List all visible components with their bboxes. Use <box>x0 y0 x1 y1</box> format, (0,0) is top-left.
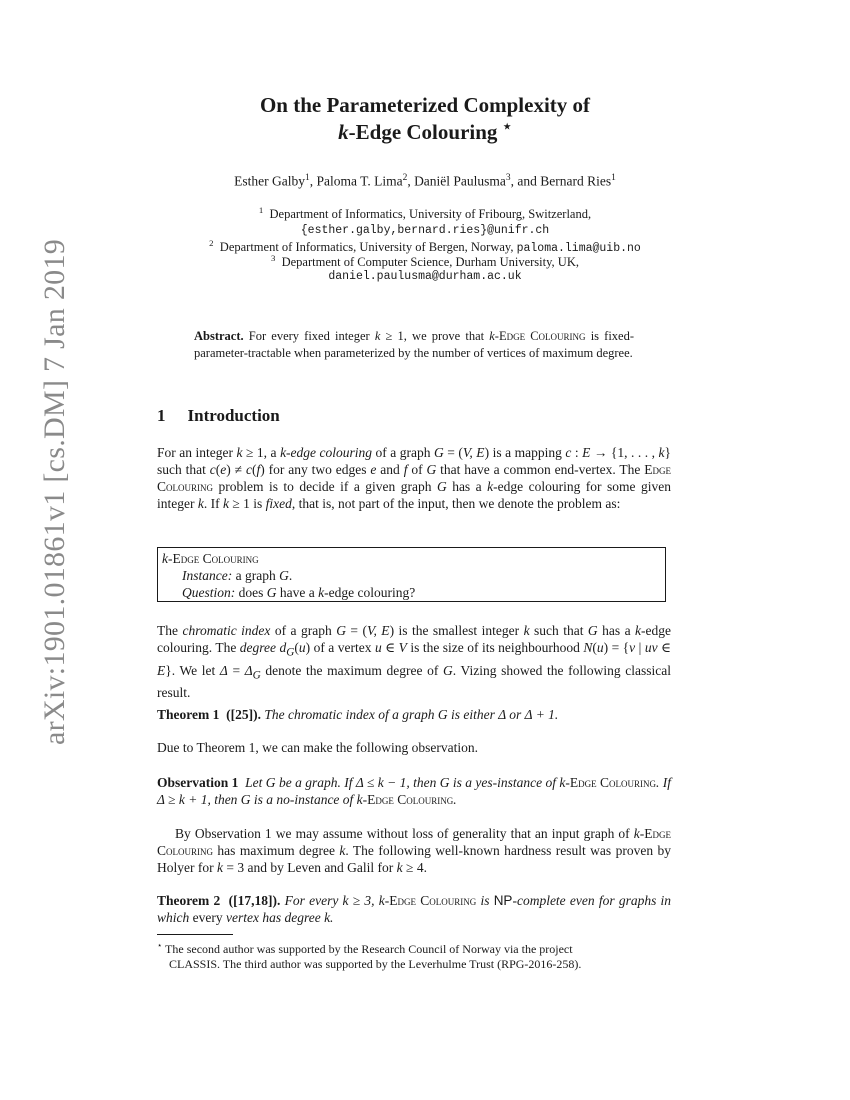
problem-instance: Instance: a graph G. <box>182 568 293 583</box>
chromatic-index-paragraph: The chromatic index of a graph G = (V, E) is the smallest integer k such that G has a k-edge colouring. The degree $d_G(u)$ of a vertex u ∈ V is the size of its neighbourhood N(u) = {v | uv ∈ E}. We let $\Delta = \Delta_G$ denote the maximum degree of G. Vizing showed the following classical result. <box>157 623 672 701</box>
author: Daniël Paulusma <box>414 173 506 189</box>
paper-title-line-2: k-Edge Colouring ⋆ <box>338 119 512 144</box>
affiliation-1: $^1$ Department of Informatics, University of Fribourg, Switzerland, <box>258 205 592 222</box>
footnote-rule <box>157 934 233 935</box>
affiliation-1-email[interactable]: {esther.galby,bernard.ries}@unifr.ch <box>300 224 550 237</box>
affiliation-3: $^3$ Department of Computer Science, Durham University, UK, <box>270 253 579 270</box>
affiliation-2: $^2$ Department of Informatics, University of Bergen, Norway, paloma.lima@uib.no <box>209 238 641 256</box>
author: Paloma T. Lima <box>316 173 403 189</box>
section-heading: 1 Introduction <box>157 406 280 425</box>
affiliation-3-email[interactable]: daniel.paulusma@durham.ac.uk <box>328 270 522 283</box>
arxiv-identifier[interactable]: arXiv:1901.01861v1 [cs.DM] 7 Jan 2019 <box>38 238 71 745</box>
author: Bernard Ries <box>540 173 612 189</box>
affiliation-2-email: paloma.lima@uib.no <box>516 242 641 256</box>
problem-name: k-Edge Colouring <box>162 551 259 566</box>
hardness-paragraph: By Observation 1 we may assume without loss of generality that an input graph of k-Edge Colouring has maximum degree k. The following well-known hardness result was proven by Holyer for k = 3 and by Leven and Galil for k ≥ 4. <box>157 826 671 875</box>
theorem-2: Theorem 2 ([17,18]). For every k ≥ 3, k-Edge Colouring is NP-complete even for graphs in which every vertex has degree k. <box>157 893 672 925</box>
theorem-1: Theorem 1 ([25]). The chromatic index of a graph G is either Δ or Δ + 1. <box>157 707 559 722</box>
citation-link: ([25]). <box>226 707 261 722</box>
citation-link: ([17,18]). <box>228 893 281 908</box>
paper-title-line-1: On the Parameterized Complexity of <box>259 93 591 117</box>
problem-definition-box <box>157 547 666 602</box>
abstract: Abstract. For every fixed integer k ≥ 1, we prove that k-Edge Colouring is fixed-parameter-tractable when parameterized by the number of vertices of maximum degree. <box>194 329 635 360</box>
author: Esther Galby <box>234 173 306 189</box>
title-footnote-mark[interactable]: ⋆ <box>502 119 512 135</box>
observation-lead-in: Due to Theorem 1, we can make the following observation. <box>157 740 479 755</box>
intro-paragraph: For an integer k ≥ 1, a k-edge colouring of a graph G = (V, E) is a mapping c : E → {1, . . . , k} such that c(e) ≠ c(f) for any two edges e and f of G that have a common end-vertex. The Edge Colouring problem is to decide if a given graph G has a k-edge colouring for some given integer k. If k ≥ 1 is fixed, that is, not part of the input, then we denote the problem as: <box>157 445 672 511</box>
observation-1: Observation 1 Let G be a graph. If Δ ≤ k − 1, then G is a yes-instance of k-Edge Colouring. If Δ ≥ k + 1, then G is a no-instance of k-Edge Colouring. <box>157 775 672 807</box>
problem-question: Question: does G have a k-edge colouring? <box>182 585 416 600</box>
author-list: Esther Galby$^1$, Paloma T. Lima$^2$, Daniël Paulusma$^3$, and Bernard Ries$^1$ <box>234 173 616 189</box>
footnote: ⋆ The second author was supported by the Research Council of Norway via the project CLASSIS. The third author was supported by the Leverhulme Trust (RPG-2016-258). <box>157 941 582 971</box>
